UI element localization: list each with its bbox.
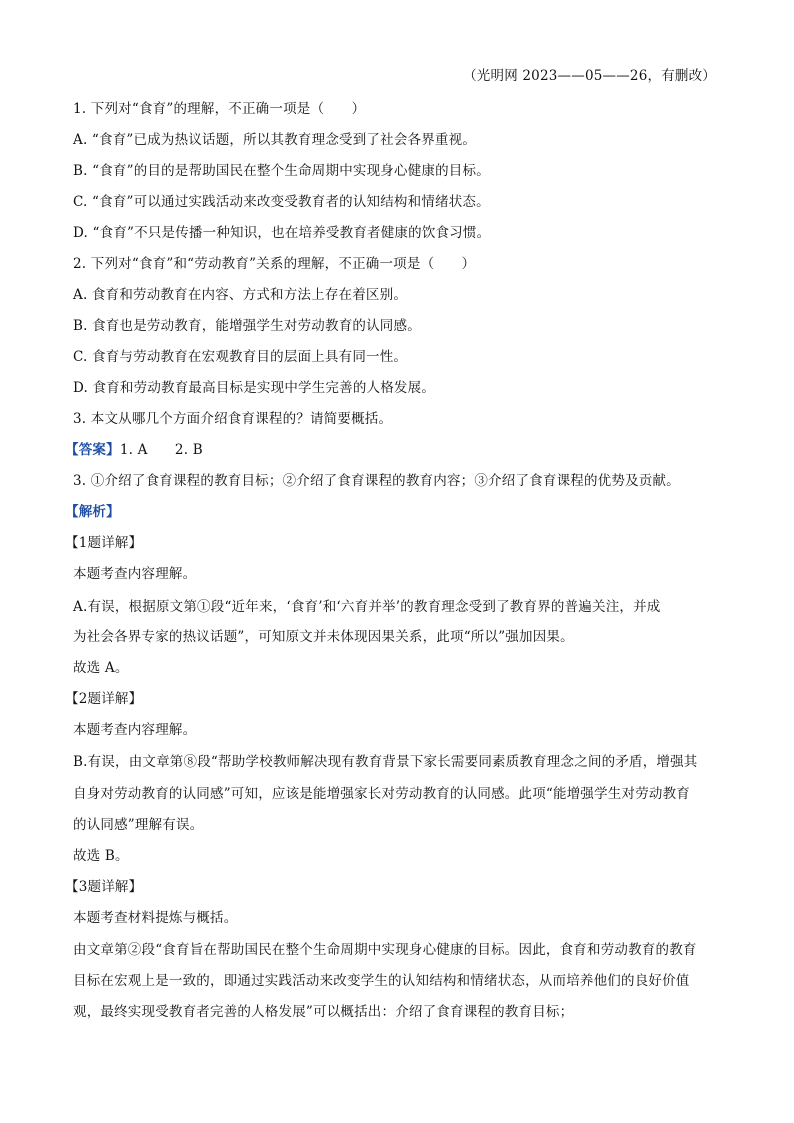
detail-2-line: 故选 B。: [73, 848, 129, 864]
detail-2-title: 【2题详解】: [65, 691, 143, 707]
analysis-tag-line: [65, 502, 715, 522]
question-3-stem: 3. 本文从哪几个方面介绍食育课程的？请简要概括。: [73, 411, 393, 427]
answer-line: [65, 440, 715, 460]
answer-tag: 【答案】: [65, 442, 120, 458]
question-1-option-d: D. “食育”不只是传播一种知识，也在培养受教育者健康的饮食习惯。: [73, 225, 491, 241]
detail-1-line: 为社会各界专家的热议话题”，可知原文并未体现因果关系，此项“所以”强加因果。: [73, 629, 574, 645]
detail-1-line: 故选 A。: [73, 660, 129, 676]
detail-2-line: 本题考查内容理解。: [73, 722, 197, 738]
question-2-stem: 2. 下列对“食育”和“劳动教育”关系的理解，不正确一项是（ ）: [73, 256, 476, 272]
detail-2-line: 自身对劳动教育的认同感”可知，应该是能增强家长对劳动教育的认同感。此项“能增强学生对劳动教育: [73, 786, 691, 802]
source-citation: （光明网 2023——05——26，有删改）: [463, 68, 716, 84]
question-2-option-d: D. 食育和劳动教育最高目标是实现中学生完善的人格发展。: [73, 380, 436, 396]
question-2-option-b: B. 食育也是劳动教育，能增强学生对劳动教育的认同感。: [73, 318, 421, 334]
detail-1-title: 【1题详解】: [65, 535, 143, 551]
analysis-tag: 【解析】: [65, 504, 120, 520]
question-1-option-a: A. “食育”已成为热议话题，所以其教育理念受到了社会各界重视。: [73, 132, 477, 148]
detail-2-line: B.有误，由文章第⑧段“帮助学校教师解决现有教育背景下家长需要同素质教育理念之间的矛盾，增强其: [73, 754, 698, 770]
question-1-option-c: C. “食育”可以通过实践活动来改变受教育者的认知结构和情绪状态。: [73, 194, 490, 210]
detail-3-line: 由文章第②段“食育旨在帮助国民在整个生命周期中实现身心健康的目标。因此，食育和劳动教育的教育: [73, 942, 697, 958]
detail-3-line: 目标在宏观上是一致的，即通过实践活动来改变学生的认知结构和情绪状态，从而培养他们的良好价值: [73, 973, 690, 989]
question-1-option-b: B. “食育”的目的是帮助国民在整个生命周期中实现身心健康的目标。: [73, 163, 490, 179]
question-2-option-c: C. 食育与劳动教育在宏观教育目的层面上具有同一性。: [73, 349, 408, 365]
detail-3-line: 本题考查材料提炼与概括。: [73, 910, 238, 926]
answer-3-text: 3. ①介绍了食育课程的教育目标；②介绍了食育课程的教育内容；③介绍了食育课程的优势及贡献。: [73, 473, 680, 489]
question-1-stem: 1. 下列对“食育”的理解，不正确一项是（ ）: [73, 101, 366, 117]
detail-1-line: A.有误，根据原文第①段“近年来，‘食育’和‘六育并举’的教育理念受到了教育界的普遍关注，并成: [73, 599, 661, 615]
detail-3-title: 【3题详解】: [65, 879, 143, 895]
question-2-option-a: A. 食育和劳动教育在内容、方式和方法上存在着区别。: [73, 287, 408, 303]
detail-3-line: 观，最终实现受教育者完善的人格发展”可以概括出：介绍了食育课程的教育目标；: [73, 1004, 574, 1020]
answer-text: 1. A 2. B: [119, 442, 203, 458]
detail-1-line: 本题考查内容理解。: [73, 566, 197, 582]
detail-2-line: 的认同感”理解有误。: [73, 817, 204, 833]
